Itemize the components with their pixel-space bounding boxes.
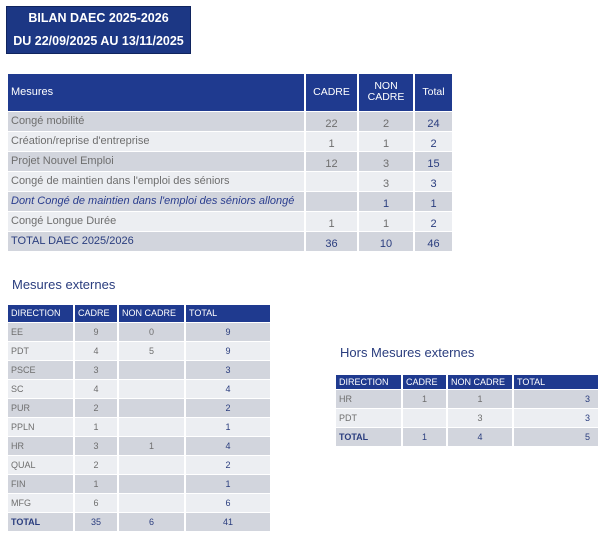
header-total: TOTAL bbox=[513, 375, 599, 389]
non-cadre-cell: 10 bbox=[358, 231, 414, 251]
total-cell: 15 bbox=[414, 151, 453, 171]
table-row bbox=[8, 111, 453, 131]
total-cell: 1 bbox=[185, 474, 271, 493]
label-cell: Congé mobilité bbox=[8, 111, 305, 131]
table-row bbox=[8, 474, 271, 493]
non-external-measures-table bbox=[336, 375, 600, 446]
total-cell: 3 bbox=[513, 389, 599, 408]
header-non-cadre: NON CADRE bbox=[447, 375, 513, 389]
measures-table bbox=[8, 74, 454, 251]
cadre-cell: 4 bbox=[74, 379, 118, 398]
total-cell: 1 bbox=[185, 417, 271, 436]
total-cell: 46 bbox=[414, 231, 453, 251]
label-cell: Congé de maintien dans l'emploi des séniors bbox=[8, 171, 305, 191]
non-cadre-cell: 1 bbox=[358, 191, 414, 211]
table-row bbox=[8, 379, 271, 398]
non-cadre-cell: 3 bbox=[447, 408, 513, 427]
total-cell: 5 bbox=[513, 427, 599, 446]
header-cadre: CADRE bbox=[305, 74, 358, 111]
total-cell: 2 bbox=[414, 211, 453, 231]
label-cell: Création/reprise d'entreprise bbox=[8, 131, 305, 151]
label-cell: PUR bbox=[8, 398, 74, 417]
title-line-1: BILAN DAEC 2025-2026 bbox=[28, 11, 169, 25]
total-cell: 2 bbox=[414, 131, 453, 151]
cadre-cell bbox=[402, 408, 447, 427]
non-cadre-cell bbox=[118, 455, 185, 474]
label-cell: HR bbox=[8, 436, 74, 455]
cadre-cell: 2 bbox=[74, 398, 118, 417]
total-row bbox=[8, 231, 453, 251]
non-cadre-cell: 6 bbox=[118, 512, 185, 531]
cadre-cell: 1 bbox=[305, 211, 358, 231]
total-cell: 1 bbox=[414, 191, 453, 211]
label-cell: SC bbox=[8, 379, 74, 398]
cadre-cell: 3 bbox=[74, 360, 118, 379]
header-non-cadre: NON CADRE bbox=[118, 305, 185, 322]
non-cadre-cell bbox=[118, 474, 185, 493]
total-cell: 3 bbox=[185, 360, 271, 379]
cadre-cell: 9 bbox=[74, 322, 118, 341]
total-row bbox=[336, 427, 599, 446]
cadre-cell: 6 bbox=[74, 493, 118, 512]
label-cell: Dont Congé de maintien dans l'emploi des séniors allongé bbox=[8, 191, 305, 211]
table-row bbox=[336, 389, 599, 408]
total-cell: 2 bbox=[185, 398, 271, 417]
table-row bbox=[8, 341, 271, 360]
label-cell: MFG bbox=[8, 493, 74, 512]
total-cell: 41 bbox=[185, 512, 271, 531]
non-cadre-cell: 1 bbox=[358, 211, 414, 231]
cadre-cell: 1 bbox=[74, 417, 118, 436]
non-cadre-cell: 5 bbox=[118, 341, 185, 360]
cadre-cell: 12 bbox=[305, 151, 358, 171]
total-cell: 9 bbox=[185, 322, 271, 341]
cadre-cell: 4 bbox=[74, 341, 118, 360]
non-cadre-cell bbox=[118, 493, 185, 512]
non-cadre-cell: 3 bbox=[358, 171, 414, 191]
label-cell: PSCE bbox=[8, 360, 74, 379]
header-total: TOTAL bbox=[185, 305, 271, 322]
table-row bbox=[8, 171, 453, 191]
non-cadre-cell: 3 bbox=[358, 151, 414, 171]
header-direction: DIRECTION bbox=[336, 375, 402, 389]
external-measures-title: Mesures externes bbox=[12, 277, 116, 292]
total-cell: 4 bbox=[185, 436, 271, 455]
label-cell: TOTAL DAEC 2025/2026 bbox=[8, 231, 305, 251]
table-row bbox=[8, 151, 453, 171]
table-row bbox=[8, 455, 271, 474]
header-mesures: Mesures bbox=[8, 74, 305, 111]
table-row bbox=[8, 417, 271, 436]
external-measures-table bbox=[8, 305, 272, 531]
total-cell: 6 bbox=[185, 493, 271, 512]
cadre-cell: 2 bbox=[74, 455, 118, 474]
header-cadre: CADRE bbox=[74, 305, 118, 322]
label-cell: TOTAL bbox=[8, 512, 74, 531]
label-cell: PDT bbox=[8, 341, 74, 360]
non-cadre-cell bbox=[118, 398, 185, 417]
total-cell: 24 bbox=[414, 111, 453, 131]
label-cell: QUAL bbox=[8, 455, 74, 474]
cadre-cell: 36 bbox=[305, 231, 358, 251]
non-cadre-cell: 1 bbox=[447, 389, 513, 408]
table-row bbox=[336, 408, 599, 427]
table-row bbox=[8, 211, 453, 231]
table-row bbox=[8, 398, 271, 417]
non-cadre-cell bbox=[118, 379, 185, 398]
table-row bbox=[8, 436, 271, 455]
label-cell: HR bbox=[336, 389, 402, 408]
header-cadre: CADRE bbox=[402, 375, 447, 389]
cadre-cell: 1 bbox=[74, 474, 118, 493]
cadre-cell: 1 bbox=[402, 389, 447, 408]
cadre-cell: 22 bbox=[305, 111, 358, 131]
label-cell: PPLN bbox=[8, 417, 74, 436]
cadre-cell bbox=[305, 171, 358, 191]
non-cadre-cell bbox=[118, 417, 185, 436]
non-cadre-cell: 2 bbox=[358, 111, 414, 131]
cadre-cell bbox=[305, 191, 358, 211]
report-title bbox=[6, 6, 191, 54]
label-cell: PDT bbox=[336, 408, 402, 427]
table-row bbox=[8, 493, 271, 512]
label-cell: Congé Longue Durée bbox=[8, 211, 305, 231]
header-total: Total bbox=[414, 74, 453, 111]
total-cell: 3 bbox=[513, 408, 599, 427]
table-row bbox=[8, 322, 271, 341]
label-cell: TOTAL bbox=[336, 427, 402, 446]
non-cadre-cell: 0 bbox=[118, 322, 185, 341]
cadre-cell: 35 bbox=[74, 512, 118, 531]
non-cadre-cell: 1 bbox=[358, 131, 414, 151]
total-cell: 9 bbox=[185, 341, 271, 360]
cadre-cell: 3 bbox=[74, 436, 118, 455]
cadre-cell: 1 bbox=[402, 427, 447, 446]
non-external-measures-title: Hors Mesures externes bbox=[340, 345, 475, 360]
table-row bbox=[8, 191, 453, 211]
label-cell: FIN bbox=[8, 474, 74, 493]
non-cadre-cell: 4 bbox=[447, 427, 513, 446]
title-line-2: DU 22/09/2025 AU 13/11/2025 bbox=[13, 34, 184, 48]
header-non-cadre: NON CADRE bbox=[358, 74, 414, 111]
label-cell: EE bbox=[8, 322, 74, 341]
header-direction: DIRECTION bbox=[8, 305, 74, 322]
total-cell: 4 bbox=[185, 379, 271, 398]
label-cell: Projet Nouvel Emploi bbox=[8, 151, 305, 171]
non-cadre-cell: 1 bbox=[118, 436, 185, 455]
table-row bbox=[8, 131, 453, 151]
total-cell: 3 bbox=[414, 171, 453, 191]
cadre-cell: 1 bbox=[305, 131, 358, 151]
total-cell: 2 bbox=[185, 455, 271, 474]
total-row bbox=[8, 512, 271, 531]
table-row bbox=[8, 360, 271, 379]
non-cadre-cell bbox=[118, 360, 185, 379]
